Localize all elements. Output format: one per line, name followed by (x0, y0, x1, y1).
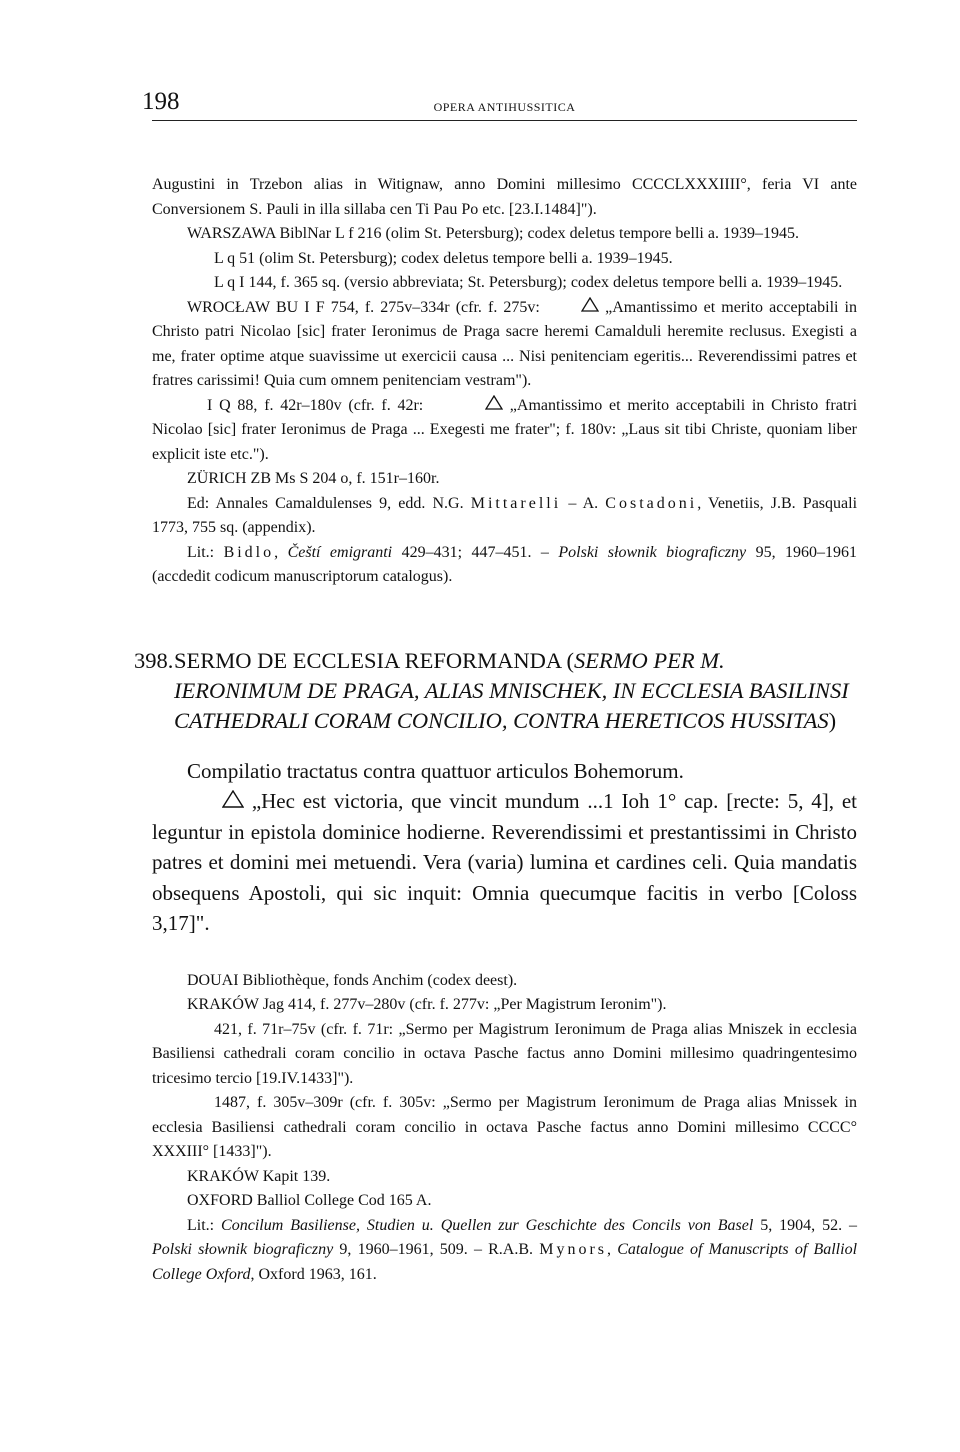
manuscript-entry: DOUAI Bibliothèque, fonds Anchim (codex deest). (187, 971, 518, 989)
triangle-icon (430, 394, 503, 419)
entry-number: 398. (134, 647, 174, 673)
manuscript-entry: ZÜRICH ZB Ms S 204 o, f. 151r–160r. (187, 470, 440, 487)
paragraph: Augustini in Trzebon alias in Witignaw, anno Domini millesimo CCCCLXXXIIII°, feria VI ante Conversionem S. Pauli in illa sillaba cen Ti Pau Po etc. [23.I.1484]"). (152, 176, 857, 218)
entry-description (152, 756, 857, 939)
running-head: OPERA ANTIHUSSITICA (433, 100, 576, 114)
manuscript-entry: KRAKÓW Kapit 139. (187, 1167, 331, 1185)
page-number: 198 (142, 88, 180, 115)
manuscript-entry: WROCŁAW BU I F 754, f. 275v–334r (cfr. f. 275v: „Amantissimo et merito acceptabili in Christo patri Nicolao [sic] frater Ieronimus de Praga sacre heremi Camalduli heremite reclusus. Exegisti a me, frater optime atque suavissime ut exercicii causa ... Nisi penitenciam egeritis... Reverendissimi patres et fratres carissimi! Quia cum omnem penitenciam vestram"). (152, 296, 857, 394)
manuscript-entry: L q I 144, f. 365 sq. (versio abbreviata; St. Petersburg); codex deletus tempore belli a. 1939–1945. (214, 274, 843, 291)
incipit-text: „Hec est victoria, que vincit mundum ...1 Ioh 1° cap. [recte: 5, 4], et leguntur in epistola dominice hodierne. Reverendissimi et prestantissimi in Christo patres et domini mei metuendi. Vera (varia) lumina et cardines celi. Quia mandatis obsequens Apostoli, qui sic inquit: Omnia quecumque facitis in verbo [Coloss 3,17]". (152, 786, 857, 939)
entry-heading (134, 646, 857, 736)
manuscript-entry: L q 51 (olim St. Petersburg); codex deletus tempore belli a. 1939–1945. (214, 249, 673, 267)
manuscript-entry: KRAKÓW Jag 414, f. 277v–280v (cfr. f. 277v: „Per Magistrum Ieronim"). (187, 996, 667, 1013)
page-header (142, 88, 857, 121)
entry-title: SERMO DE ECCLESIA REFORMANDA (SERMO PER M. IERONIMUM DE PRAGA, ALIAS MNISCHEK, IN ECCLESIA BASILINSI CATHEDRALI CORAM CONCILIO, CONTRA HERETICOS HUSSITAS) (174, 647, 849, 733)
manuscript-entry: 421, f. 71r–75v (cfr. f. 71r: „Sermo per Magistrum Ieronimum de Praga alias Mniszek in ecclesia Basiliensi cathedrali coram concilio in octava Pasche factus anno Domini millesimo quadringentesimo tricesimo tercio [19.IV.1433]"). (152, 1020, 857, 1087)
manuscripts-block (152, 969, 857, 1288)
continuation-block (152, 173, 857, 590)
manuscript-entry: I Q 88, f. 42r–180v (cfr. f. 42r: „Amantissimo et merito acceptabili in Christo fratri Nicolao [sic] frater Ieronimus de Praga ... Exegesti me frater"; f. 180v: „Laus sit tibi Christe, quoniam liber explicit iste etc."). (152, 394, 857, 468)
triangle-icon (187, 786, 244, 817)
manuscript-entry: OXFORD Balliol College Cod 165 A. (187, 1192, 432, 1209)
triangle-icon (546, 296, 599, 321)
literature-note: Lit.: Bidlo, Čeští emigranti 429–431; 447–451. – Polski słownik biograficzny 95, 1960–1961 (accdedit codicum manuscriptorum catalogus). (152, 543, 858, 585)
description-text: Compilatio tractatus contra quattuor articulos Bohemorum. (187, 758, 684, 783)
literature-note: Lit.: Concilum Basiliense, Studien u. Quellen zur Geschichte des Concils von Basel 5, 1904, 52. – Polski słownik biograficzny 9, 1960–1961, 509. – R.A.B. Mynors, Catalogue of Manuscripts of Balliol College Oxford, Oxford 1963, 161. (152, 1216, 858, 1283)
edition-note: Ed: Annales Camaldulenses 9, edd. N.G. Mittarelli – A. Costadoni, Venetiis, J.B. Pasquali 1773, 755 sq. (appendix). (152, 494, 858, 536)
page (134, 88, 858, 1287)
manuscript-entry: WARSZAWA BiblNar L f 216 (olim St. Petersburg); codex deletus tempore belli a. 1939–1945. (187, 225, 799, 242)
manuscript-entry: 1487, f. 305v–309r (cfr. f. 305v: „Sermo per Magistrum Ieronimum de Praga alias Mnissek in ecclesia Basiliensi cathedrali coram concilio in octava Pasche factus anno Domini millesimo CCCC° XXXIII° [1433]"). (152, 1094, 857, 1160)
